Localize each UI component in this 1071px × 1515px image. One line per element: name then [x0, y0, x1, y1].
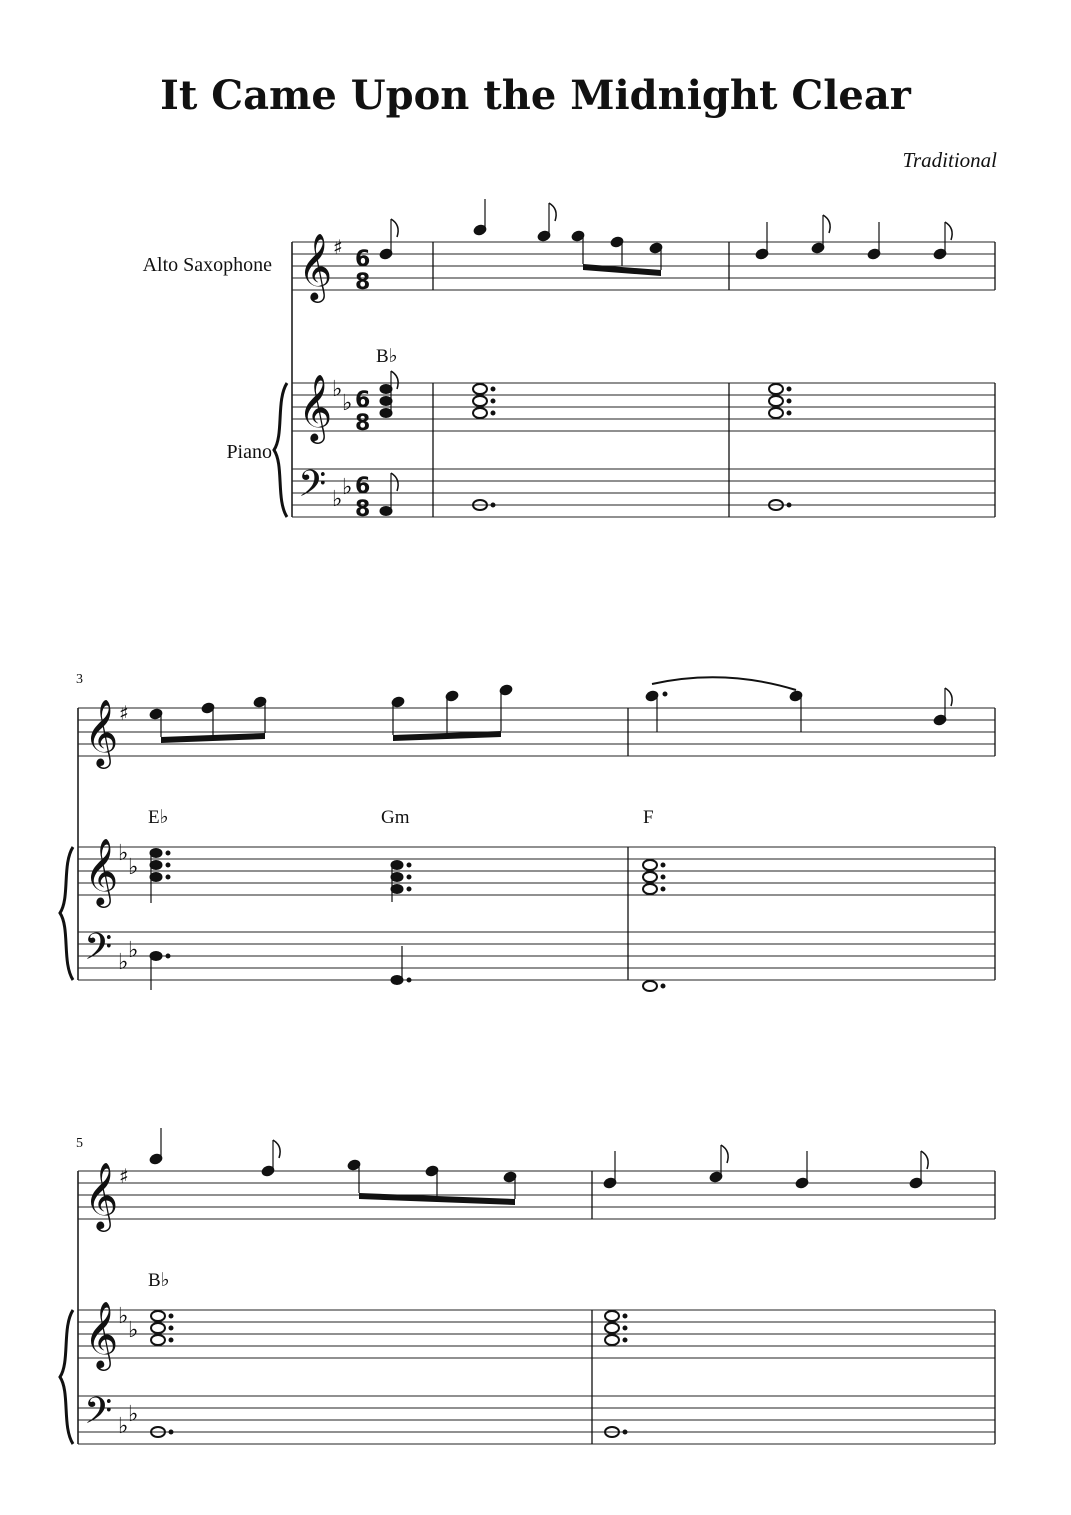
- svg-text:6: 6: [355, 388, 371, 413]
- chord-symbol: F: [643, 807, 654, 828]
- piano-brace: [274, 383, 287, 517]
- treble-clef-icon: 𝄞: [298, 373, 333, 441]
- sharp-icon: ♯: [119, 1164, 129, 1188]
- treble-clef-icon: 𝄞: [84, 837, 119, 905]
- flat-icon: ♭: [342, 475, 353, 500]
- svg-text:8: 8: [355, 270, 371, 295]
- chord-symbol: B♭: [376, 346, 398, 367]
- flat-icon: ♭: [332, 487, 343, 512]
- staff-piano-treble-3: [78, 1310, 995, 1358]
- piano-brace: [60, 847, 73, 980]
- staff-piano-bass-2: [78, 932, 995, 980]
- flat-icon: ♭: [128, 938, 139, 963]
- chord-symbol: E♭: [148, 807, 169, 828]
- staff-piano-bass-3: [78, 1396, 995, 1444]
- staff-sax-3: [78, 1171, 995, 1219]
- time-signature-treble: [355, 388, 370, 436]
- svg-text:6: 6: [355, 247, 371, 272]
- staff-sax-2: [78, 708, 995, 756]
- time-signature-sax: [355, 247, 370, 295]
- instrument-label-sax: Alto Saxophone: [142, 254, 272, 276]
- treble-clef-icon: 𝄞: [298, 232, 333, 300]
- flat-icon: ♭: [128, 1318, 139, 1343]
- measure-number: 5: [76, 1136, 83, 1151]
- sax-notes-2: [149, 677, 952, 737]
- time-signature-bass: [355, 474, 370, 522]
- instrument-label-piano: Piano: [226, 441, 272, 463]
- bass-clef-icon: 𝄢: [84, 1390, 113, 1441]
- barlines-3: [592, 1171, 995, 1444]
- sax-notes-1: [379, 199, 952, 270]
- staff-piano-treble-1: [292, 383, 995, 431]
- flat-icon: ♭: [128, 1402, 139, 1427]
- chord-symbol: B♭: [148, 1270, 170, 1291]
- barlines-1: [433, 242, 995, 517]
- composer: Traditional: [902, 148, 997, 172]
- treble-clef-icon: 𝄞: [84, 698, 119, 766]
- flat-icon: ♭: [118, 841, 129, 866]
- bass-clef-icon: 𝄢: [84, 926, 113, 977]
- barlines-2: [628, 708, 995, 980]
- tie: [652, 677, 796, 690]
- measure-number: 3: [76, 672, 83, 687]
- sharp-icon: ♯: [119, 701, 129, 725]
- sax-notes-3: [149, 1128, 928, 1199]
- sharp-icon: ♯: [333, 235, 343, 259]
- piano-brace: [60, 1310, 73, 1444]
- chord-symbol: Gm: [381, 807, 410, 828]
- svg-text:8: 8: [355, 497, 371, 522]
- flat-icon: ♭: [118, 950, 129, 975]
- treble-clef-icon: 𝄞: [84, 1161, 119, 1229]
- staff-piano-treble-2: [78, 847, 995, 895]
- svg-text:6: 6: [355, 474, 371, 499]
- flat-icon: ♭: [128, 855, 139, 880]
- treble-clef-icon: 𝄞: [84, 1300, 119, 1368]
- flat-icon: ♭: [342, 391, 353, 416]
- flat-icon: ♭: [332, 377, 343, 402]
- score-title: It Came Upon the Midnight Clear: [160, 72, 911, 119]
- bass-clef-icon: 𝄢: [298, 463, 327, 514]
- flat-icon: ♭: [118, 1414, 129, 1439]
- svg-text:8: 8: [355, 411, 371, 436]
- flat-icon: ♭: [118, 1304, 129, 1329]
- piano-treble-notes-3: [151, 1311, 627, 1345]
- staff-piano-bass-1: [292, 469, 995, 517]
- staff-sax-1: [292, 242, 995, 290]
